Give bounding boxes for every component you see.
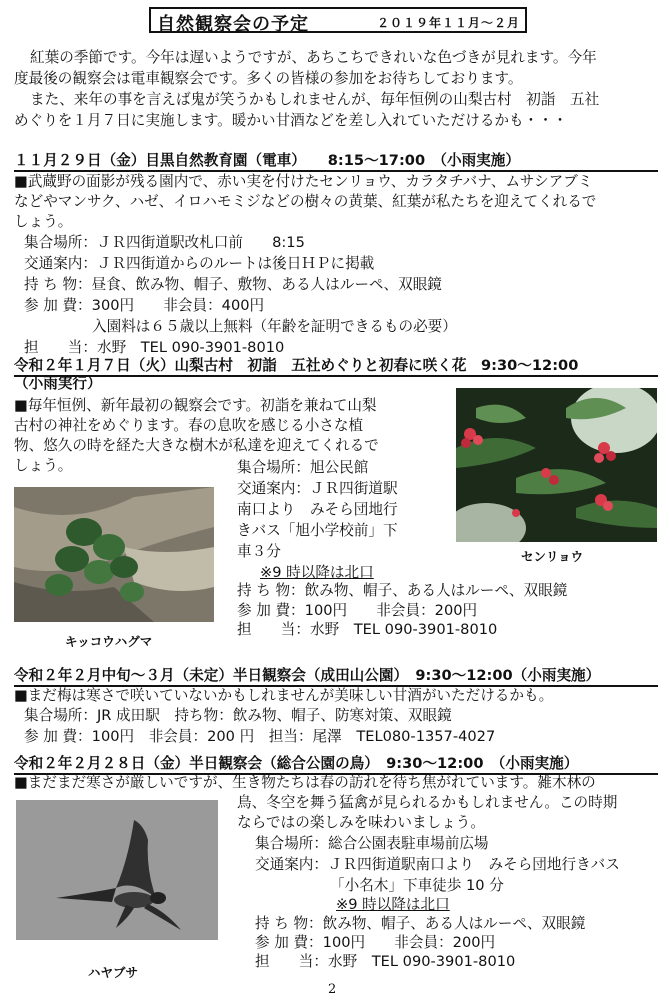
event2-bring: 持 ち 物：飲み物、帽子、ある人はルーペ、双眼鏡 [237, 582, 568, 599]
event4-transport-2: 「小名木」下車徒歩 10 分 [330, 877, 504, 894]
event2-desc-4: しょう。 [14, 457, 73, 474]
event1-bring: 持 ち 物：昼食、飲み物、帽子、敷物、ある人はルーペ、双眼鏡 [24, 276, 442, 293]
event1-desc-2: などやマンサク、ハゼ、イロハモミジなどの樹々の黄葉、紅葉が私たちを迎えてくれるで [14, 193, 597, 210]
event2-desc-2: 古村の神社をめぐります。春の息吹を感じる小さな植 [14, 417, 364, 434]
senryou-photo [456, 388, 657, 542]
event1-meeting: 集合場所：ＪＲ四街道駅改札口前 8:15 [24, 234, 305, 251]
event3-heading: 令和２年２月中旬～３月（未定）半日観察会（成田山公園） 9:30～12:00（小雨実施） [14, 667, 601, 684]
event2-transport-1: 交通案内：ＪＲ四街道駅 [237, 480, 398, 497]
event4-desc-3: ならではの楽しみを味わいましょう。 [237, 814, 485, 831]
event2-desc-1: ■毎年恒例、新年最初の観察会です。初詣を兼ねて山梨 [14, 397, 377, 414]
page-title: 自然観察会の予定 [157, 14, 309, 35]
event4-meeting: 集合場所：総合公園表駐車場前広場 [255, 835, 489, 852]
intro-line-3: また、来年の事を言えば鬼が笑うかもしれませんが、毎年恒例の山梨古村 初詣 五社 [30, 91, 600, 108]
event1-transport: 交通案内：ＪＲ四街道からのルートは後日ＨＰに掲載 [24, 255, 375, 272]
event2-desc-3: 物、悠久の時を経た大きな樹木が私達を迎えてくれるで [14, 437, 379, 454]
event2-heading: 令和２年１月７日（火）山梨古村 初詣 五社めぐりと初春に咲く花 9:30～12:00 [14, 357, 579, 374]
hayabusa-photo [16, 800, 218, 940]
senryou-caption: センリョウ [521, 549, 584, 564]
event2-transport-4: 車３分 [237, 543, 281, 560]
event3-desc-1: ■まだ梅は寒さで咲いていないかもしれませんが美味しい甘酒がいただけるかも。 [14, 687, 554, 704]
kikkouhaguma-photo [14, 487, 214, 622]
page-number: 2 [328, 982, 337, 997]
event4-fee: 参 加 費：100円 非会員：200円 [255, 934, 496, 951]
event3-meeting: 集合場所：JR 成田駅 持ち物：飲み物、帽子、防寒対策、双眼鏡 [24, 707, 452, 724]
event4-bring: 持 ち 物：飲み物、帽子、ある人はルーペ、双眼鏡 [255, 915, 586, 932]
event4-heading: 令和２年２月２８日（金）半日観察会（総合公園の鳥） 9:30～12:00 （小雨実施） [14, 755, 579, 772]
event1-fee-note: 入園料は６５歳以上無料（年齢を証明できるもの必要） [92, 318, 457, 335]
title-box [149, 7, 527, 33]
date-range: ２０１９年１１月～２月 [377, 16, 521, 30]
event1-desc-3: しょう。 [14, 213, 73, 230]
hayabusa-caption: ハヤブサ [88, 965, 139, 980]
event4-desc-1: ■まだまだ寒さが厳しいですが、生き物たちは春の訪れを待ち焦がれています。雑木林の [14, 774, 596, 791]
event4-note: ※9 時以降は北口 [336, 896, 450, 913]
event4-desc-2: 鳥、冬空を舞う猛禽が見られるかもしれません。この時期 [237, 794, 618, 811]
event2-contact: 担 当：水野 TEL 090-3901-8010 [237, 621, 498, 638]
intro-line-4: めぐりを１月７日に実施します。暖かい甘酒などを差し入れていただけるかも・・・ [14, 112, 568, 129]
event4-contact: 担 当：水野 TEL 090-3901-8010 [255, 953, 516, 970]
event2-fee: 参 加 費：100円 非会員：200円 [237, 602, 478, 619]
event2-heading-cont: （小雨実行） [14, 375, 102, 392]
event3-fee-contact: 参 加 費：100円 非会員：200 円 担当：尾澤 TEL080-1357-4027 [24, 728, 496, 745]
event1-heading: １１月２９日（金）目黒自然教育園（電車） 8:15～17:00 （小雨実施） [14, 152, 520, 169]
event2-note: ※9 時以降は北口 [260, 564, 374, 581]
event1-desc-1: ■武蔵野の面影が残る園内で、赤い実を付けたセンリョウ、カラタチバナ、ムサシアブミ [14, 173, 593, 190]
event4-transport-1: 交通案内：ＪＲ四街道駅南口より みそら団地行きバス [255, 856, 620, 873]
event2-transport-2: 南口より みそら団地行 [237, 501, 398, 518]
intro-line-2: 度最後の観察会は電車観察会です。多くの皆様の参加をお待ちしております。 [14, 70, 523, 87]
kikkouhaguma-caption: キッコウハグマ [65, 634, 153, 649]
event1-fee: 参 加 費：300円 非会員：400円 [24, 297, 265, 314]
event2-transport-3: きバス「旭小学校前」下 [237, 522, 398, 539]
event2-meeting: 集合場所：旭公民館 [237, 459, 369, 476]
event1-contact: 担 当：水野 TEL 090-3901-8010 [24, 339, 285, 356]
intro-line-1: 紅葉の季節です。今年は遅いようですが、あちこちできれいな色づきが見れます。今年 [30, 49, 597, 66]
event2-divider [14, 375, 658, 377]
